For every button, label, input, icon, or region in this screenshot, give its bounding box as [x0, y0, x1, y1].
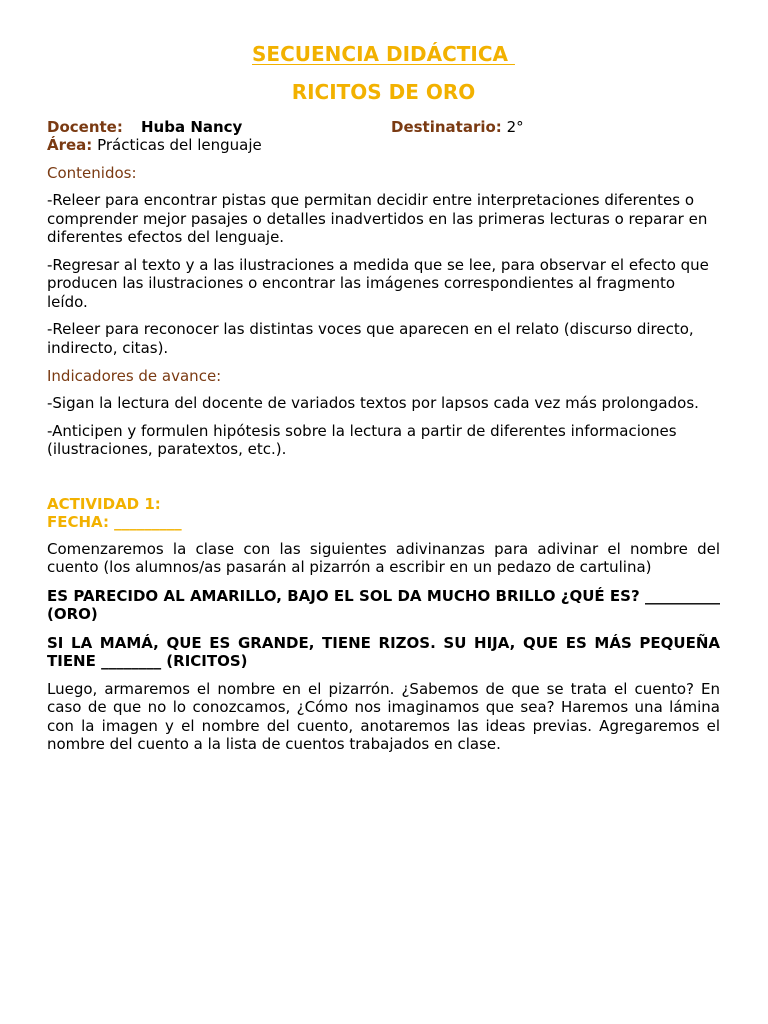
contenido-item: -Releer para encontrar pistas que permitan decidir entre interpretaciones diferentes o comprender mejor pasajes o detalles inadvertidos en las primeras lecturas o reparar en diferentes efectos del lenguaje.	[47, 191, 708, 246]
document-title: SECUENCIA DIDÁCTICA	[252, 42, 515, 66]
contenido-item: -Releer para reconocer las distintas voces que aparecen en el relato (discurso directo, indirecto, citas).	[47, 320, 694, 357]
indicadores-heading: Indicadores de avance:	[47, 367, 222, 385]
docente-name: Huba Nancy	[141, 118, 243, 136]
area-row	[47, 136, 720, 154]
activity-closing: Luego, armaremos el nombre en el pizarrón. ¿Sabemos de que se trata el cuento? En caso de que no lo conozcamos, ¿Cómo nos imaginamos que sea? Haremos una lámina con la imagen y el nombre del cuento, anotaremos las ideas previas. Agregaremos el nombre del cuento a la lista de cuentos trabajados en clase.	[47, 679, 720, 753]
area-label: Área:	[47, 136, 93, 154]
indicador-item: -Sigan la lectura del docente de variados textos por lapsos cada vez más prolongados.	[47, 394, 699, 412]
docente-row	[47, 118, 720, 136]
destinatario-value: 2°	[501, 118, 524, 136]
document-page	[47, 40, 720, 754]
riddle-ricitos: SI LA MAMÁ, QUE ES GRANDE, TIENE RIZOS. SU HIJA, QUE ES MÁS PEQUEÑA TIENE ________ (RICITOS)	[47, 633, 720, 670]
activity-heading: ACTIVIDAD 1:	[47, 494, 161, 513]
activity-date: FECHA: _________	[47, 512, 182, 531]
riddle-oro: ES PARECIDO AL AMARILLO, BAJO EL SOL DA MUCHO BRILLO ¿QUÉ ES? __________ (ORO)	[47, 586, 720, 623]
activity-intro: Comenzaremos la clase con las siguientes adivinanzas para adivinar el nombre del cuento (los alumnos/as pasarán al pizarrón a escribir en un pedazo de cartulina)	[47, 539, 720, 576]
area-value: Prácticas del lenguaje	[92, 136, 262, 154]
destinatario	[391, 118, 524, 136]
document-subtitle: RICITOS DE ORO	[291, 80, 476, 104]
contenidos-heading: Contenidos:	[47, 164, 137, 182]
destinatario-label: Destinatario:	[391, 118, 502, 136]
indicador-item: -Anticipen y formulen hipótesis sobre la lectura a partir de diferentes informaciones (ilustraciones, paratextos, etc.).	[47, 421, 677, 458]
docente-label: Docente:	[47, 118, 123, 136]
contenido-item: -Regresar al texto y a las ilustraciones a medida que se lee, para observar el efecto que producen las ilustraciones o encontrar las imágenes correspondientes al fragmento leído.	[47, 255, 709, 311]
